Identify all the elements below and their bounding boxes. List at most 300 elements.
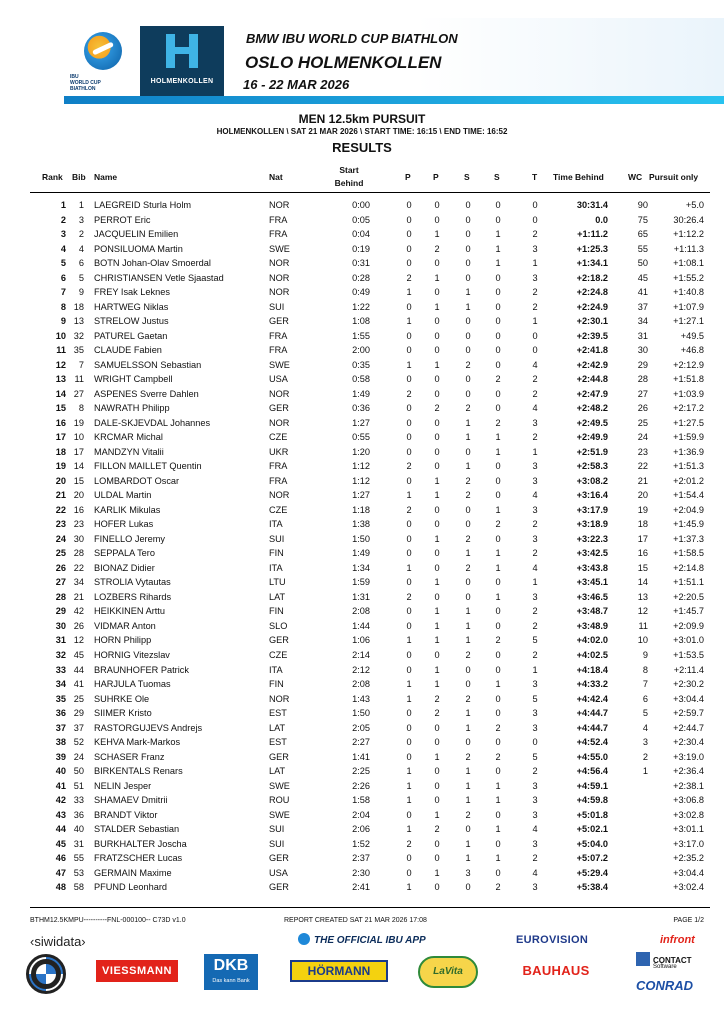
nation-code: CZE [269, 504, 288, 515]
contact-software-logo [636, 952, 706, 974]
bib-cell: 42 [73, 606, 84, 617]
start-behind: 2:25 [352, 766, 370, 777]
nation-code: NOR [269, 258, 290, 269]
prone-2-misses: 1 [434, 867, 440, 878]
rank-cell: 24 [55, 533, 66, 544]
prone-2-misses: 0 [434, 519, 440, 530]
athlete-name: HORNIG Vitezslav [94, 649, 170, 660]
pursuit-only-time: +1:37.3 [673, 533, 704, 544]
time-behind: 30:31.4 [576, 200, 608, 210]
rank-cell: 30 [55, 620, 66, 631]
prone-2-misses: 0 [434, 591, 440, 602]
rank-cell: 32 [55, 649, 66, 660]
pursuit-only-time: +3:01.1 [673, 824, 704, 835]
athlete-name: BIONAZ Didier [94, 562, 155, 573]
bib-cell: 35 [73, 345, 84, 356]
start-behind: 1:12 [352, 461, 370, 472]
athlete-name: FREY Isak Leknes [94, 287, 170, 298]
nation-code: GER [269, 751, 289, 762]
contact-square-icon [636, 952, 650, 966]
prone-1-misses: 0 [406, 258, 412, 269]
rank-cell: 29 [55, 606, 66, 617]
nation-code: SUI [269, 838, 285, 849]
start-behind: 0:04 [352, 229, 370, 240]
pursuit-only-time: +3:02.8 [673, 809, 704, 820]
prone-2-misses: 0 [434, 882, 440, 893]
time-behind: +3:42.5 [576, 548, 608, 559]
wc-points: 37 [637, 301, 648, 312]
wc-points: 31 [637, 330, 648, 341]
table-row [0, 256, 724, 271]
nation-code: GER [269, 635, 289, 646]
standing-2-misses: 0 [495, 766, 501, 777]
standing-2-misses: 0 [495, 359, 501, 370]
prone-2-misses: 0 [434, 258, 440, 269]
standing-2-misses: 0 [495, 809, 501, 820]
total-misses: 4 [532, 403, 538, 414]
standing-1-misses: 2 [465, 809, 471, 820]
col-wc: WC [628, 172, 643, 182]
total-misses: 5 [532, 751, 538, 762]
standing-1-misses: 2 [465, 359, 471, 370]
standing-1-misses: 1 [465, 780, 471, 791]
athlete-name: FRATZSCHER Lucas [94, 853, 183, 864]
wc-points: 2 [642, 751, 648, 762]
col-name: Name [94, 172, 118, 182]
table-row [0, 808, 724, 823]
standing-1-misses: 0 [465, 374, 471, 385]
time-behind: +4:44.7 [576, 708, 608, 719]
rank-cell: 15 [55, 403, 66, 414]
start-behind: 0:49 [352, 287, 370, 298]
nation-code: GER [269, 316, 289, 327]
total-misses: 1 [532, 258, 538, 269]
standing-2-misses: 1 [495, 548, 501, 559]
table-row [0, 474, 724, 489]
standing-2-misses: 1 [495, 229, 501, 240]
nation-code: EST [269, 708, 287, 719]
standing-1-misses: 1 [465, 301, 471, 312]
standing-2-misses: 0 [495, 475, 501, 486]
prone-1-misses: 0 [406, 533, 412, 544]
start-behind: 2:26 [352, 780, 370, 791]
start-behind: 1:59 [352, 577, 370, 588]
prone-1-misses: 1 [406, 359, 412, 370]
prone-1-misses: 0 [406, 243, 412, 254]
prone-2-misses: 0 [434, 838, 440, 849]
dkb-logo [204, 954, 258, 990]
prone-1-misses: 0 [406, 548, 412, 559]
table-row [0, 242, 724, 257]
prone-2-misses: 1 [434, 620, 440, 631]
prone-1-misses: 0 [406, 301, 412, 312]
start-behind: 0:36 [352, 403, 370, 414]
conrad-logo: CONRAD [636, 978, 694, 993]
standing-1-misses: 0 [465, 591, 471, 602]
nation-code: SWE [269, 243, 290, 254]
standing-2-misses: 1 [495, 679, 501, 690]
rank-cell: 47 [55, 867, 66, 878]
standing-1-misses: 2 [465, 649, 471, 660]
nation-code: CZE [269, 649, 288, 660]
prone-2-misses: 2 [434, 708, 440, 719]
table-row [0, 430, 724, 445]
table-row [0, 445, 724, 460]
pursuit-only-time: +1:36.9 [673, 446, 704, 457]
nation-code: FRA [269, 214, 288, 225]
time-behind: +2:58.3 [576, 461, 608, 472]
standing-1-misses: 1 [465, 606, 471, 617]
pursuit-only-time: +2:14.8 [673, 562, 704, 573]
standing-2-misses: 0 [495, 577, 501, 588]
athlete-name: RASTORGUJEVS Andrejs [94, 722, 203, 733]
start-behind: 0:00 [352, 200, 370, 210]
time-behind: +1:11.2 [577, 229, 608, 240]
nation-code: SWE [269, 809, 290, 820]
athlete-name: SUHRKE Ole [94, 693, 150, 704]
bib-cell: 31 [73, 838, 84, 849]
athlete-name: BOTN Johan-Olav Smoerdal [94, 258, 211, 269]
prone-1-misses: 1 [406, 679, 412, 690]
wc-points: 1 [642, 766, 648, 777]
wc-points: 10 [637, 635, 648, 646]
table-row [0, 387, 724, 402]
wc-points: 19 [637, 504, 648, 515]
bib-cell: 18 [73, 301, 84, 312]
wc-points: 21 [637, 475, 648, 486]
time-behind: +5:38.4 [576, 882, 608, 893]
viessmann-logo: VIESSMANN [96, 960, 178, 982]
rank-cell: 42 [55, 795, 66, 806]
athlete-name: VIDMAR Anton [94, 620, 156, 631]
standing-1-misses: 1 [465, 287, 471, 298]
pursuit-only-time: +1:51.1 [673, 577, 704, 588]
prone-2-misses: 2 [434, 693, 440, 704]
prone-1-misses: 1 [406, 490, 412, 501]
bib-cell: 33 [73, 795, 84, 806]
athlete-name: STROLIA Vytautas [94, 577, 171, 588]
bib-cell: 50 [73, 766, 84, 777]
total-misses: 4 [532, 359, 538, 370]
start-behind: 1:49 [352, 548, 370, 559]
rank-cell: 21 [55, 490, 66, 501]
standing-1-misses: 3 [465, 867, 471, 878]
pursuit-only-time: +1:03.9 [673, 388, 704, 399]
prone-2-misses: 0 [434, 795, 440, 806]
time-behind: +3:17.9 [576, 504, 608, 515]
prone-1-misses: 0 [406, 853, 412, 864]
wc-points: 14 [637, 577, 648, 588]
bib-cell: 30 [73, 533, 84, 544]
prone-2-misses: 0 [434, 649, 440, 660]
section-title: RESULTS [332, 140, 392, 155]
nation-code: LAT [269, 591, 286, 602]
table-row [0, 692, 724, 707]
venue-title: OSLO HOLMENKOLLEN [245, 53, 442, 72]
table-row [0, 822, 724, 837]
time-behind: +5:04.0 [576, 838, 608, 849]
standing-1-misses: 0 [465, 388, 471, 399]
athlete-name: JACQUELIN Emilien [94, 229, 179, 240]
nation-code: NOR [269, 490, 290, 501]
wc-points: 7 [642, 679, 648, 690]
bib-cell: 11 [74, 374, 84, 385]
prone-1-misses: 0 [406, 577, 412, 588]
wc-points: 6 [642, 693, 648, 704]
dkb-tagline: Das kann Bank [212, 978, 250, 984]
holmenkollen-logo [140, 26, 224, 96]
rank-cell: 3 [60, 229, 66, 240]
table-row [0, 619, 724, 634]
bib-cell: 53 [73, 867, 84, 878]
prone-2-misses: 0 [434, 287, 440, 298]
standing-2-misses: 2 [495, 722, 501, 733]
rank-cell: 18 [55, 446, 66, 457]
wc-points: 27 [637, 388, 648, 399]
table-row [0, 750, 724, 765]
wc-points: 22 [637, 461, 648, 472]
table-row [0, 285, 724, 300]
col-standing-1: S [464, 172, 470, 182]
prone-1-misses: 0 [406, 737, 412, 748]
pursuit-only-time: +1:27.1 [673, 316, 704, 327]
total-misses: 2 [532, 229, 538, 240]
standing-2-misses: 0 [495, 200, 501, 210]
event-dates: 16 - 22 MAR 2026 [243, 77, 350, 92]
results-table [0, 198, 724, 895]
pursuit-only-time: +2:59.7 [673, 708, 704, 719]
start-behind: 2:04 [352, 809, 370, 820]
start-behind: 0:55 [352, 432, 370, 443]
table-row [0, 633, 724, 648]
time-behind: +2:42.9 [576, 359, 608, 370]
wc-points: 24 [637, 432, 648, 443]
time-behind: +5:07.2 [576, 853, 608, 864]
athlete-name: MANDZYN Vitalii [94, 446, 164, 457]
total-misses: 3 [532, 722, 538, 733]
standing-1-misses: 1 [465, 722, 471, 733]
bib-cell: 12 [73, 635, 84, 646]
standing-2-misses: 0 [495, 533, 501, 544]
lavita-logo: LaVita [418, 956, 478, 988]
prone-2-misses: 0 [434, 200, 440, 210]
total-misses: 0 [532, 200, 538, 210]
total-misses: 3 [532, 475, 538, 486]
prone-1-misses: 1 [406, 824, 412, 835]
rank-cell: 45 [55, 838, 66, 849]
standing-1-misses: 0 [465, 200, 471, 210]
bib-cell: 36 [73, 809, 84, 820]
total-misses: 2 [532, 548, 538, 559]
standing-2-misses: 1 [495, 562, 501, 573]
nation-code: UKR [269, 446, 289, 457]
rank-cell: 13 [55, 374, 66, 385]
standing-2-misses: 1 [495, 853, 501, 864]
nation-code: SUI [269, 301, 285, 312]
prone-2-misses: 1 [434, 664, 440, 675]
pursuit-only-time: +1:11.3 [673, 243, 704, 254]
total-misses: 3 [532, 533, 538, 544]
rank-cell: 26 [55, 562, 66, 573]
table-row [0, 416, 724, 431]
start-behind: 1:34 [352, 562, 370, 573]
standing-1-misses: 2 [465, 403, 471, 414]
prone-2-misses: 0 [434, 461, 440, 472]
table-row [0, 764, 724, 779]
header-stripe [64, 96, 724, 104]
standing-2-misses: 1 [495, 446, 501, 457]
prone-1-misses: 0 [406, 620, 412, 631]
pursuit-only-time: +1:27.5 [673, 417, 704, 428]
col-nat: Nat [269, 172, 283, 182]
pursuit-only-time: +46.8 [680, 345, 704, 356]
total-misses: 5 [532, 693, 538, 704]
table-row [0, 677, 724, 692]
total-misses: 2 [532, 287, 538, 298]
wc-points: 5 [642, 708, 648, 719]
nation-code: ROU [269, 795, 290, 806]
wc-points: 34 [637, 316, 648, 327]
total-misses: 1 [532, 664, 538, 675]
total-misses: 2 [532, 606, 538, 617]
time-behind: +2:49.9 [576, 432, 608, 443]
nation-code: ITA [269, 562, 283, 573]
total-misses: 3 [532, 809, 538, 820]
col-pursuit-only: Pursuit only [649, 172, 699, 182]
table-row [0, 329, 724, 344]
nation-code: SWE [269, 359, 290, 370]
standing-2-misses: 0 [495, 490, 501, 501]
time-behind: +2:30.1 [576, 316, 608, 327]
prone-2-misses: 0 [434, 388, 440, 399]
bib-cell: 25 [73, 693, 84, 704]
start-behind: 1:41 [352, 751, 370, 762]
table-row [0, 851, 724, 866]
prone-1-misses: 2 [406, 591, 412, 602]
pursuit-only-time: +1:40.8 [673, 287, 704, 298]
nation-code: USA [269, 374, 288, 385]
prone-2-misses: 0 [434, 853, 440, 864]
standing-1-misses: 0 [465, 243, 471, 254]
pursuit-only-time: +1:53.5 [673, 649, 704, 660]
ibu-world-cup-logo [62, 26, 140, 96]
table-row [0, 300, 724, 315]
bib-cell: 41 [73, 679, 84, 690]
table-row [0, 343, 724, 358]
time-behind: +4:02.0 [576, 635, 608, 646]
athlete-name: PATUREL Gaetan [94, 330, 168, 341]
start-behind: 0:58 [352, 374, 370, 385]
time-behind: +3:45.1 [576, 577, 608, 588]
table-row [0, 358, 724, 373]
pursuit-only-time: +1:55.2 [673, 272, 704, 283]
rank-cell: 23 [55, 519, 66, 530]
nation-code: NOR [269, 417, 290, 428]
prone-2-misses: 0 [434, 548, 440, 559]
pursuit-only-time: +2:17.2 [673, 403, 704, 414]
standing-2-misses: 1 [495, 780, 501, 791]
prone-2-misses: 1 [434, 533, 440, 544]
pursuit-only-time: +2:01.2 [673, 475, 704, 486]
pursuit-only-time: +1:45.7 [673, 606, 704, 617]
h-mark-icon [166, 34, 198, 68]
pursuit-only-time: +1:07.9 [673, 301, 704, 312]
prone-2-misses: 0 [434, 316, 440, 327]
pursuit-only-time: +3:17.0 [673, 838, 704, 849]
prone-1-misses: 1 [406, 287, 412, 298]
bib-cell: 6 [78, 258, 84, 269]
nation-code: NOR [269, 388, 290, 399]
start-behind: 1:50 [352, 533, 370, 544]
athlete-name: NELIN Jesper [94, 780, 152, 791]
col-start-line2: Behind [334, 178, 364, 188]
pursuit-only-time: +2:20.5 [673, 591, 704, 602]
page-number: PAGE 1/2 [673, 917, 704, 924]
start-behind: 2:05 [352, 722, 370, 733]
prone-1-misses: 0 [406, 345, 412, 356]
wc-points: 75 [637, 214, 648, 225]
prone-1-misses: 1 [406, 316, 412, 327]
time-behind: +2:24.8 [576, 287, 608, 298]
total-misses: 2 [532, 301, 538, 312]
wc-points: 18 [637, 519, 648, 530]
wc-points: 13 [637, 591, 648, 602]
rank-cell: 40 [55, 766, 66, 777]
pursuit-only-time: +2:30.4 [673, 737, 704, 748]
start-behind: 2:06 [352, 824, 370, 835]
pursuit-only-time: +2:44.7 [673, 722, 704, 733]
total-misses: 1 [532, 316, 538, 327]
total-misses: 2 [532, 649, 538, 660]
prone-2-misses: 0 [434, 330, 440, 341]
table-row [0, 866, 724, 881]
start-behind: 1:49 [352, 388, 370, 399]
nation-code: LAT [269, 722, 286, 733]
wc-points: 45 [637, 272, 648, 283]
start-behind: 0:19 [352, 243, 370, 254]
prone-2-misses: 0 [434, 722, 440, 733]
rank-cell: 22 [55, 504, 66, 515]
prone-1-misses: 1 [406, 766, 412, 777]
table-row [0, 837, 724, 852]
total-misses: 4 [532, 867, 538, 878]
pursuit-only-time: 30:26.4 [673, 214, 704, 225]
table-row [0, 517, 724, 532]
standing-1-misses: 2 [465, 562, 471, 573]
standing-1-misses: 0 [465, 330, 471, 341]
time-behind: +2:51.9 [576, 446, 608, 457]
standing-2-misses: 0 [495, 693, 501, 704]
prone-1-misses: 0 [406, 475, 412, 486]
standing-2-misses: 0 [495, 708, 501, 719]
total-misses: 3 [532, 243, 538, 254]
bib-cell: 5 [78, 272, 84, 283]
bib-cell: 20 [73, 490, 84, 501]
standing-2-misses: 1 [495, 824, 501, 835]
table-row [0, 372, 724, 387]
table-row [0, 488, 724, 503]
prone-2-misses: 1 [434, 490, 440, 501]
total-misses: 4 [532, 824, 538, 835]
standing-2-misses: 1 [495, 795, 501, 806]
standing-2-misses: 1 [495, 243, 501, 254]
total-misses: 2 [532, 374, 538, 385]
total-misses: 3 [532, 708, 538, 719]
bib-cell: 3 [78, 214, 84, 225]
standing-1-misses: 0 [465, 258, 471, 269]
time-behind: +4:56.4 [576, 766, 608, 777]
prone-1-misses: 1 [406, 795, 412, 806]
